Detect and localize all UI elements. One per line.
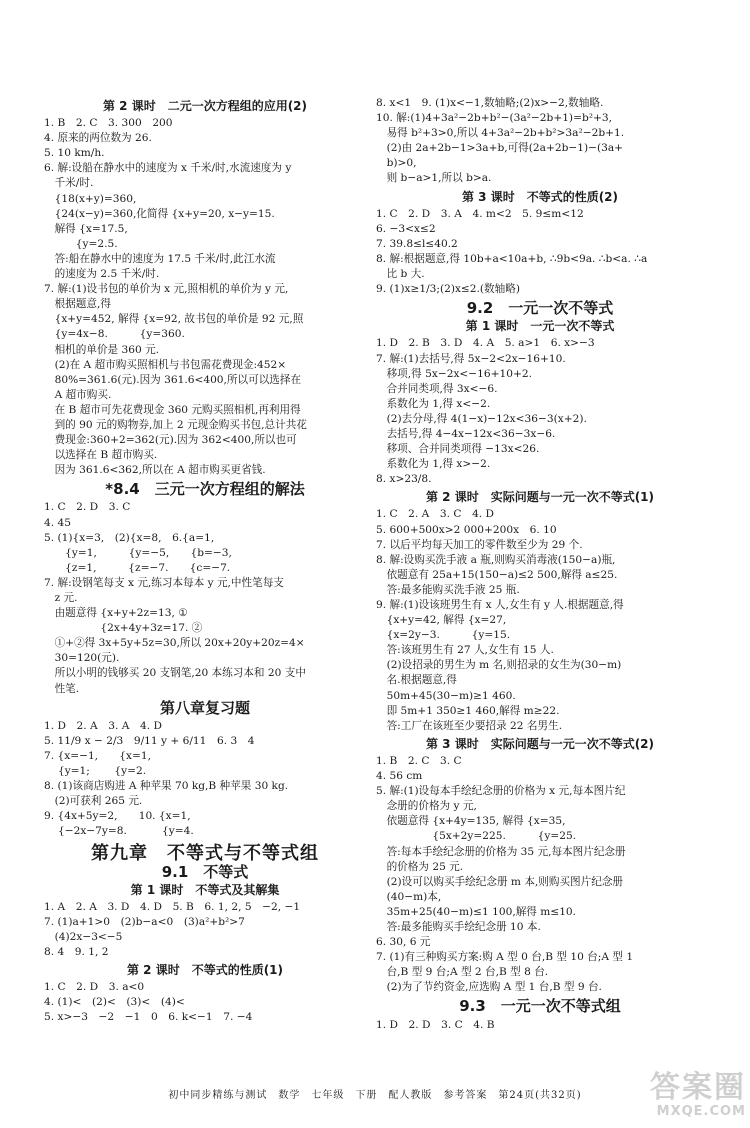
answer-line: {18(x+y)=360, [44, 192, 137, 205]
answer-line: {x+y=42, 解得 {x=27, [376, 614, 507, 627]
answer-line: {z=1, {z=−7. {c=−7. [44, 561, 231, 574]
answer-line: 8. 4 9. 1, 2 [44, 946, 109, 959]
answer-line: b)>0, [376, 157, 417, 170]
answer-line: 4. 56 cm [376, 770, 423, 783]
answer-line: 4. 45 [44, 516, 71, 529]
answer-line: 9. 解:(1)设该班男生有 x 人,女生有 y 人.根据题意,得 [376, 599, 624, 611]
watermark-logo: 答案圈 [650, 1070, 746, 1105]
answer-line: 在 B 超市可先花费现金 360 元购买照相机,再利用得 [44, 403, 301, 416]
answer-line: 1. D 2. D 3. C 4. B [376, 1018, 495, 1031]
lesson-title: 第 2 课时 实际问题与一元一次不等式(1) [425, 490, 655, 505]
answer-line: 5. 10 km/h. [44, 147, 105, 160]
answer-line: 费现金:360+2=362(元).因为 362<400,所以也可 [44, 434, 297, 447]
answer-line: 1. B 2. C 3. C [376, 754, 462, 767]
answer-line: 念册的价格为 y 元, [376, 800, 477, 813]
answer-line: 8. 解:根据题意,得 10b+a<10a+b, ∴9b<9a. ∴b<a. ∴a [376, 252, 648, 265]
answer-line: 4. 原来的两位数为 26. [44, 132, 152, 145]
answer-line: 的速度为 2.5 千米/时. [44, 268, 160, 281]
answer-line: z 元. [44, 592, 78, 604]
answer-line: 因为 361.6<362,所以在 A 超市购买更省钱. [44, 464, 266, 477]
answer-line: 则 b−a>1,所以 b>a. [376, 172, 492, 185]
answer-line: 台,B 型 9 台;A 型 2 台,B 型 8 台. [376, 966, 549, 979]
answer-line: 10. 解:(1)4+3a²−2b+b²−(3a²−2b+1)=b²+3, [376, 112, 612, 125]
answer-line: 6. −3<x≤2 [376, 222, 436, 235]
answer-line: (2)设可以购买手绘纪念册 m 本,则购买图片纪念册 [376, 875, 624, 888]
answer-line: 答:最多能购买洗手液 25 瓶. [376, 583, 520, 596]
answer-line: 1. D 2. B 3. D 4. A 5. a>1 6. x>−3 [376, 337, 595, 350]
answer-line: {y=1; {y=2. [44, 765, 147, 778]
answer-line: 5. 600+500x>2 000+200x 6. 10 [376, 523, 557, 536]
answer-line: 千米/时. [44, 177, 94, 190]
section-title: 第八章复习题 [159, 698, 250, 717]
answer-line: 30=120(元). [44, 652, 120, 665]
answer-line: 9. (1)x≥1/3;(2)x≤2.(数轴略) [376, 283, 520, 296]
answer-line: 依题意有 25a+15(150−a)≤2 500,解得 a≤25. [376, 568, 618, 581]
answer-line: 1. C 2. A 3. C 4. D [376, 508, 495, 521]
answer-line: 7. (1)a+1>0 (2)b−a<0 (3)a²+b²>7 [44, 915, 245, 928]
answer-line: 根据题意,得 [44, 298, 111, 311]
page-footer: 初中同步精练与测试 数学 七年级 下册 配人教版 参考答案 第24页(共32页) [168, 1090, 582, 1101]
lesson-title: 第 3 课时 不等式的性质(2) [461, 189, 619, 204]
answer-line: 7. 解:(1)去括号,得 5x−2<2x−16+10. [376, 352, 566, 365]
answer-line: (2)去分母,得 4(1−x)−12x<36−3(x+2). [376, 412, 587, 425]
answer-line: (2)由 2a+2b−1>3a+b,可得(2a+2b−1)−(3a+ [376, 142, 624, 155]
answer-line: 合并同类项,得 3x<−6. [376, 382, 498, 395]
answer-line: 8. 解:设购买洗手液 a 瓶,则购买消毒液(150−a)瓶, [376, 553, 616, 566]
answer-line: 系数化为 1,得 x>−2. [376, 458, 491, 471]
lesson-title: 第 2 课时 二元一次方程组的应用(2) [102, 99, 308, 113]
watermark [596, 1072, 746, 1124]
answer-line: 6. 30, 6 元 [376, 936, 431, 949]
answer-line: 8. x>23/8. [376, 473, 432, 486]
section-title: 9.3 一元一次不等式组 [459, 997, 621, 1016]
right-column [376, 96, 704, 1033]
section-title: 9.2 一元一次不等式 [466, 299, 614, 318]
answer-line: (2)在 A 超市购买照相机与书包需花费现金:452× [44, 358, 287, 371]
answer-line: (2)可获利 265 元. [44, 795, 143, 808]
answer-line: {−2x−7y=8. {y=4. [44, 825, 194, 838]
answer-line: 答:工厂在该班至少要招录 22 名男生. [376, 719, 563, 732]
answer-line: 4. (1)< (2)< (3)< (4)< [44, 996, 185, 1009]
answer-line: 去括号,得 4−4x−12x<36−3x−6. [376, 427, 556, 440]
answer-line: 依题意得 {x+4y=135, 解得 {x=35, [376, 815, 566, 828]
answer-line: A 超市购买. [44, 388, 112, 401]
answer-line: ①+②得 3x+5y+5z=30,所以 20x+20y+20z=4× [44, 637, 305, 650]
answer-line: 性笔. [44, 682, 80, 695]
answer-line: 到的 90 元的购物券,加上 2 元现金购买书包,总计共花 [44, 418, 307, 431]
answer-line: 答:最多能购买手绘纪念册 10 本. [376, 920, 541, 933]
answer-line: 7. 39.8≤l≤40.2 [376, 237, 458, 250]
answer-line: (2)为了节约资金,应选购 A 型 1 台,B 型 9 台. [376, 981, 602, 994]
answer-line: {2x+4y+3z=17. ② [44, 622, 203, 635]
answer-line: {y=4x−8. {y=360. [44, 328, 185, 341]
answer-line: 7. 解:(1)设书包的单价为 x 元,照相机的单价为 y 元, [44, 283, 289, 296]
answer-line: {24(x−y)=360,化简得 {x+y=20, x−y=15. [44, 207, 275, 220]
lesson-title: 第 1 课时 一元一次不等式 [465, 319, 615, 334]
answer-line: 6. 解:设船在静水中的速度为 x 千米/时,水流速度为 y [44, 162, 292, 175]
answer-line: 7. (1)有三种购买方案:购 A 型 0 台,B 型 10 台;A 型 1 [376, 951, 634, 964]
section-title: *8.4 三元一次方程组的解法 [105, 480, 305, 499]
answer-line: 7. {x=−1, {x=1, [44, 749, 151, 762]
answer-line: 的价格为 25 元. [376, 860, 464, 873]
lesson-title: 第 2 课时 不等式的性质(1) [126, 963, 284, 978]
answer-line: 80%=361.6(元).因为 361.6<400,所以可以选择在 [44, 373, 302, 386]
answer-line: 以选择在 B 超市购买. [44, 449, 158, 462]
answer-line: (4)2x−3<−5 [44, 930, 123, 943]
answer-line: 比 b 大. [376, 268, 425, 281]
answer-line: 7. 以后平均每天加工的零件数至少为 29 个. [376, 538, 583, 551]
answer-line: 1. A 2. A 3. D 4. D 5. B 6. 1, 2, 5 −2, −1 [44, 900, 301, 913]
answer-line: 5. 11/9 x − 2/3 9/11 y + 6/11 6. 3 4 [44, 734, 255, 747]
answer-line: 1. D 2. A 3. A 4. D [44, 719, 162, 732]
answer-line: 5. x>−3 −2 −1 0 6. k<−1 7. −4 [44, 1011, 253, 1024]
answer-line: 相机的单价是 360 元. [44, 343, 160, 356]
lesson-title: 第 1 课时 不等式及其解集 [130, 882, 280, 897]
answer-line: 1. C 2. D 3. A 4. m<2 5. 9≤m<12 [376, 207, 584, 220]
answer-line: 解得 {x=17.5, [44, 222, 128, 235]
answer-line: 50m+45(30−m)≥1 460. [376, 689, 516, 702]
answer-line: 5. 解:(1)设每本手绘纪念册的价格为 x 元,每本图片纪 [376, 785, 626, 798]
answer-line: 名.根据题意,得 [376, 674, 457, 687]
answer-line: 1. C 2. D 3. a<0 [44, 981, 145, 994]
answer-line: 5. (1){x=3, (2){x=8, 6.{a=1, [44, 531, 215, 544]
left-column [44, 96, 366, 1026]
answer-line: 答:船在静水中的速度为 17.5 千米/时,此江水流 [44, 252, 276, 265]
answer-line: 移项、合并同类项得 −13x<26. [376, 443, 540, 456]
answer-line: {y=1, {y=−5, {b=−3, [44, 546, 232, 559]
answer-line: 7. 解:设钢笔每支 x 元,练习本每本 y 元,中性笔每支 [44, 576, 284, 589]
answer-line: 所以小明的钱够买 20 支钢笔,20 本练习本和 20 支中 [44, 667, 306, 680]
answer-line: 易得 b²+3>0,所以 4+3a²−2b+b²>3a²−2b+1. [376, 127, 625, 140]
answer-line: 9. {4x+5y=2, 10. {x=1, [44, 810, 191, 823]
answer-line: 即 5m+1 350≥1 460,解得 m≥22. [376, 704, 560, 717]
answer-line: {x=2y−3. {y=15. [376, 629, 511, 642]
watermark-site: MXQE.COM [656, 1104, 746, 1119]
answer-line: (40−m)本, [376, 890, 442, 903]
chapter-title: 第九章 不等式与不等式组 [91, 842, 319, 864]
answer-line: 8. x<1 9. (1)x<−1,数轴略;(2)x>−2,数轴略. [376, 97, 604, 109]
answer-line: 答:每本手绘纪念册的价格为 35 元,每本图片纪念册 [376, 845, 626, 858]
answer-line: 由题意得 {x+y+2z=13, ① [44, 607, 188, 620]
answer-line: {y=2.5. [44, 237, 118, 250]
answer-line: 1. C 2. D 3. C [44, 501, 131, 514]
answer-line: 移项,得 5x−2x<−16+10+2. [376, 367, 532, 380]
answer-line: 35m+25(40−m)≤1 100,解得 m≤10. [376, 905, 577, 918]
answer-line: 1. B 2. C 3. 300 200 [44, 117, 173, 130]
answer-line: {5x+2y=225. {y=25. [376, 830, 577, 843]
answer-line: 答:该班男生有 27 人,女生有 15 人. [376, 644, 554, 657]
section-title: 9.1 不等式 [161, 862, 249, 881]
answer-line: (2)设招录的男生为 m 名,则招录的女生为(30−m) [376, 659, 622, 672]
answer-line: 8. (1)该商店购进 A 种苹果 70 kg,B 种苹果 30 kg. [44, 780, 289, 793]
answer-line: {x+y=452, 解得 {x=92, 故书包的单价是 92 元,照 [44, 313, 304, 326]
answer-line: 系数化为 1,得 x<−2. [376, 397, 491, 410]
lesson-title: 第 3 课时 实际问题与一元一次不等式(2) [425, 736, 655, 751]
